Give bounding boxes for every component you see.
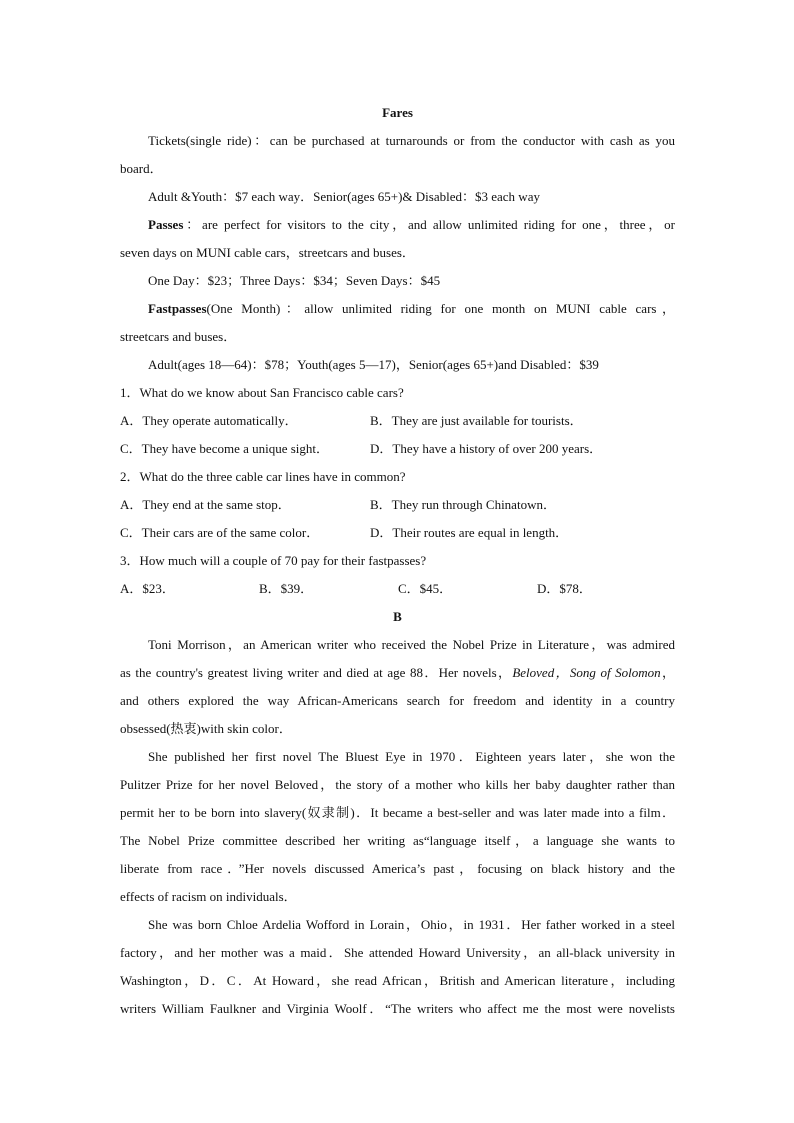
question-3-option-c[interactable]: C．$45．	[398, 581, 453, 596]
paragraph-3-line-2: factory，and her mother was a maid．She attended Howard University，an all-black university in	[120, 945, 675, 960]
fastpass-prices: Adult(ages 18—64)：$78；Youth(ages 5—17)，Senior(ages 65+)and Disabled：$39	[148, 357, 599, 372]
question-2-option-a[interactable]: A．They end at the same stop．	[120, 497, 291, 512]
question-3-option-a[interactable]: A．$23．	[120, 581, 175, 596]
fares-heading: Fares	[382, 105, 413, 120]
paragraph-2-line-6: effects of racism on individuals．	[120, 889, 297, 904]
question-1-option-b[interactable]: B．They are just available for tourists．	[370, 413, 583, 428]
question-2-options-row-1	[120, 491, 675, 519]
novel-title-song-of-solomon: Song of Solomon	[569, 665, 661, 680]
fastpasses-line-2: streetcars and buses．	[120, 329, 237, 344]
question-2-option-c[interactable]: C．Their cars are of the same color．	[120, 525, 320, 540]
section-b-heading: B	[393, 609, 402, 624]
paragraph-3-line-3: Washington，D．C．At Howard，she read African，British and American literature，including	[120, 973, 675, 988]
question-3-stem: 3．How much will a couple of 70 pay for their fastpasses?	[120, 553, 427, 568]
question-3-option-d[interactable]: D．$78．	[537, 581, 592, 596]
question-3-options-row	[120, 575, 675, 603]
tickets-line-2: board．	[120, 161, 163, 176]
passes-line-2: seven days on MUNI cable cars，streetcars and buses．	[120, 245, 415, 260]
question-2-stem: 2．What do the three cable car lines have in common?	[120, 469, 406, 484]
question-3-option-b[interactable]: B．$39．	[259, 581, 314, 596]
paragraph-1-line-1: Toni Morrison，an American writer who received the Nobel Prize in Literature，was admired	[148, 637, 675, 652]
tickets-label: Tickets(single ride)	[148, 133, 252, 148]
paragraph-2-line-3: permit her to be born into slavery(奴隶制)．It became a best-seller and was later made into a film．	[120, 805, 675, 820]
question-1-options-row-1	[120, 407, 675, 435]
paragraph-2-line-5: liberate from race．”Her novels discussed America’s past，focusing on black history and the	[120, 861, 675, 876]
question-1-option-a[interactable]: A．They operate automatically．	[120, 413, 298, 428]
passes-label: Passes	[148, 217, 184, 232]
question-2-option-b[interactable]: B．They run through Chinatown．	[370, 497, 556, 512]
question-1-option-d[interactable]: D．They have a history of over 200 years．	[370, 441, 603, 456]
pass-prices: One Day：$23；Three Days：$34；Seven Days：$45	[148, 273, 441, 288]
question-1-stem: 1．What do we know about San Francisco cable cars?	[120, 385, 404, 400]
novel-title-beloved: Beloved	[512, 665, 555, 680]
document-page	[120, 99, 675, 1023]
fastpasses-label: Fastpasses	[148, 301, 207, 316]
paragraph-3-line-4: writers William Faulkner and Virginia Woolf．“The writers who affect me the most were novelists	[120, 1001, 675, 1016]
question-1-option-c[interactable]: C．They have become a unique sight．	[120, 441, 330, 456]
adult-youth-prices: Adult &Youth：$7 each way．Senior(ages 65+)& Disabled：$3 each way	[148, 189, 540, 204]
paragraph-1-line-3: and others explored the way African-Americans search for freedom and identity in a country	[120, 693, 675, 708]
question-2-option-d[interactable]: D．Their routes are equal in length．	[370, 525, 569, 540]
paragraph-2-line-4: The Nobel Prize committee described her writing as“language itself，a language she wants to	[120, 833, 675, 848]
paragraph-3-line-1: She was born Chloe Ardelia Wofford in Lorain，Ohio，in 1931．Her father worked in a steel	[148, 917, 675, 932]
tickets-line-1: Tickets(single ride)：can be purchased at turnarounds or from the conductor with cash as you	[148, 133, 675, 148]
passes-line-1: Passes：are perfect for visitors to the city，and allow unlimited riding for one，three，or	[148, 217, 675, 232]
paragraph-1-line-4: obsessed(热衷)with skin color．	[120, 721, 292, 736]
paragraph-2-line-1: She published her first novel The Bluest Eye in 1970．Eighteen years later，she won the	[148, 749, 675, 764]
paragraph-1-line-2: as the country's greatest living writer and died at age 88．Her novels，Beloved，Song of Solomon，	[120, 665, 675, 680]
question-2-options-row-2	[120, 519, 675, 547]
paragraph-2-line-2: Pulitzer Prize for her novel Beloved，the story of a mother who kills her baby daughter rather than	[120, 777, 675, 792]
question-1-options-row-2	[120, 435, 675, 463]
fastpasses-line-1: Fastpasses(One Month)：allow unlimited riding for one month on MUNI cable cars，	[148, 301, 675, 316]
